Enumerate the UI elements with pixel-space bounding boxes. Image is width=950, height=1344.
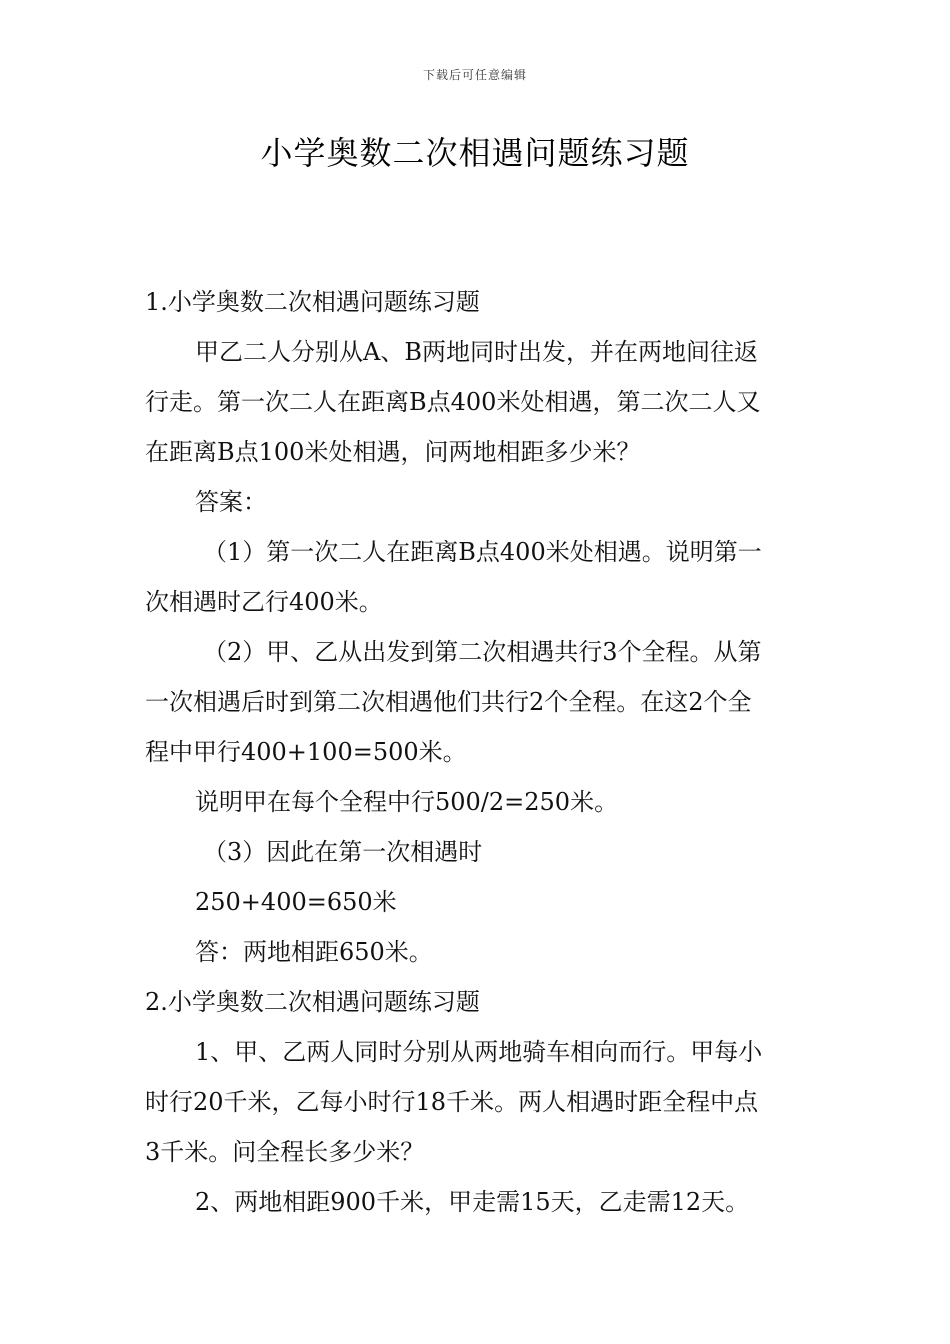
- answer-step-2: （2）甲、乙从出发到第二次相遇共行3个全程。从第: [203, 638, 762, 666]
- answer-step-2: 程中甲行400+100=500米。: [145, 738, 467, 766]
- header-note: 下载后可任意编辑: [422, 68, 527, 82]
- document-title: 小学奥数二次相遇问题练习题: [260, 134, 690, 172]
- final-answer: 答：两地相距650米。: [195, 938, 433, 966]
- answer-label: 答案：: [195, 488, 267, 516]
- problem-1-text: 行走。第一次二人在距离B点400米处相遇，第二次二人又: [145, 388, 761, 416]
- problem-2-1-text: 3千米。问全程长多少米？: [145, 1138, 425, 1166]
- problem-2-2-text: 2、两地相距900千米，甲走需15天，乙走需12天。: [195, 1188, 750, 1216]
- answer-step-1: （1）第一次二人在距离B点400米处相遇。说明第一: [203, 538, 762, 566]
- document-body: [145, 277, 807, 1227]
- answer-explanation: 说明甲在每个全程中行500/2=250米。: [195, 788, 619, 816]
- section-heading-1: 1.小学奥数二次相遇问题练习题: [145, 288, 480, 316]
- problem-2-1-text: 1、甲、乙两人同时分别从两地骑车相向而行。甲每小: [195, 1038, 763, 1066]
- section-heading-2: 2.小学奥数二次相遇问题练习题: [145, 988, 480, 1016]
- problem-2-1-text: 时行20千米，乙每小时行18千米。两人相遇时距全程中点: [145, 1088, 759, 1116]
- answer-calculation: 250+400=650米: [195, 888, 397, 916]
- problem-1-text: 甲乙二人分别从A、B两地同时出发，并在两地间往返: [195, 338, 758, 366]
- answer-step-2: 一次相遇后时到第二次相遇他们共行2个全程。在这2个全: [145, 688, 752, 716]
- problem-1-text: 在距离B点100米处相遇，问两地相距多少米？: [145, 438, 641, 466]
- answer-step-3: （3）因此在第一次相遇时: [203, 838, 483, 866]
- answer-step-1: 次相遇时乙行400米。: [145, 588, 383, 616]
